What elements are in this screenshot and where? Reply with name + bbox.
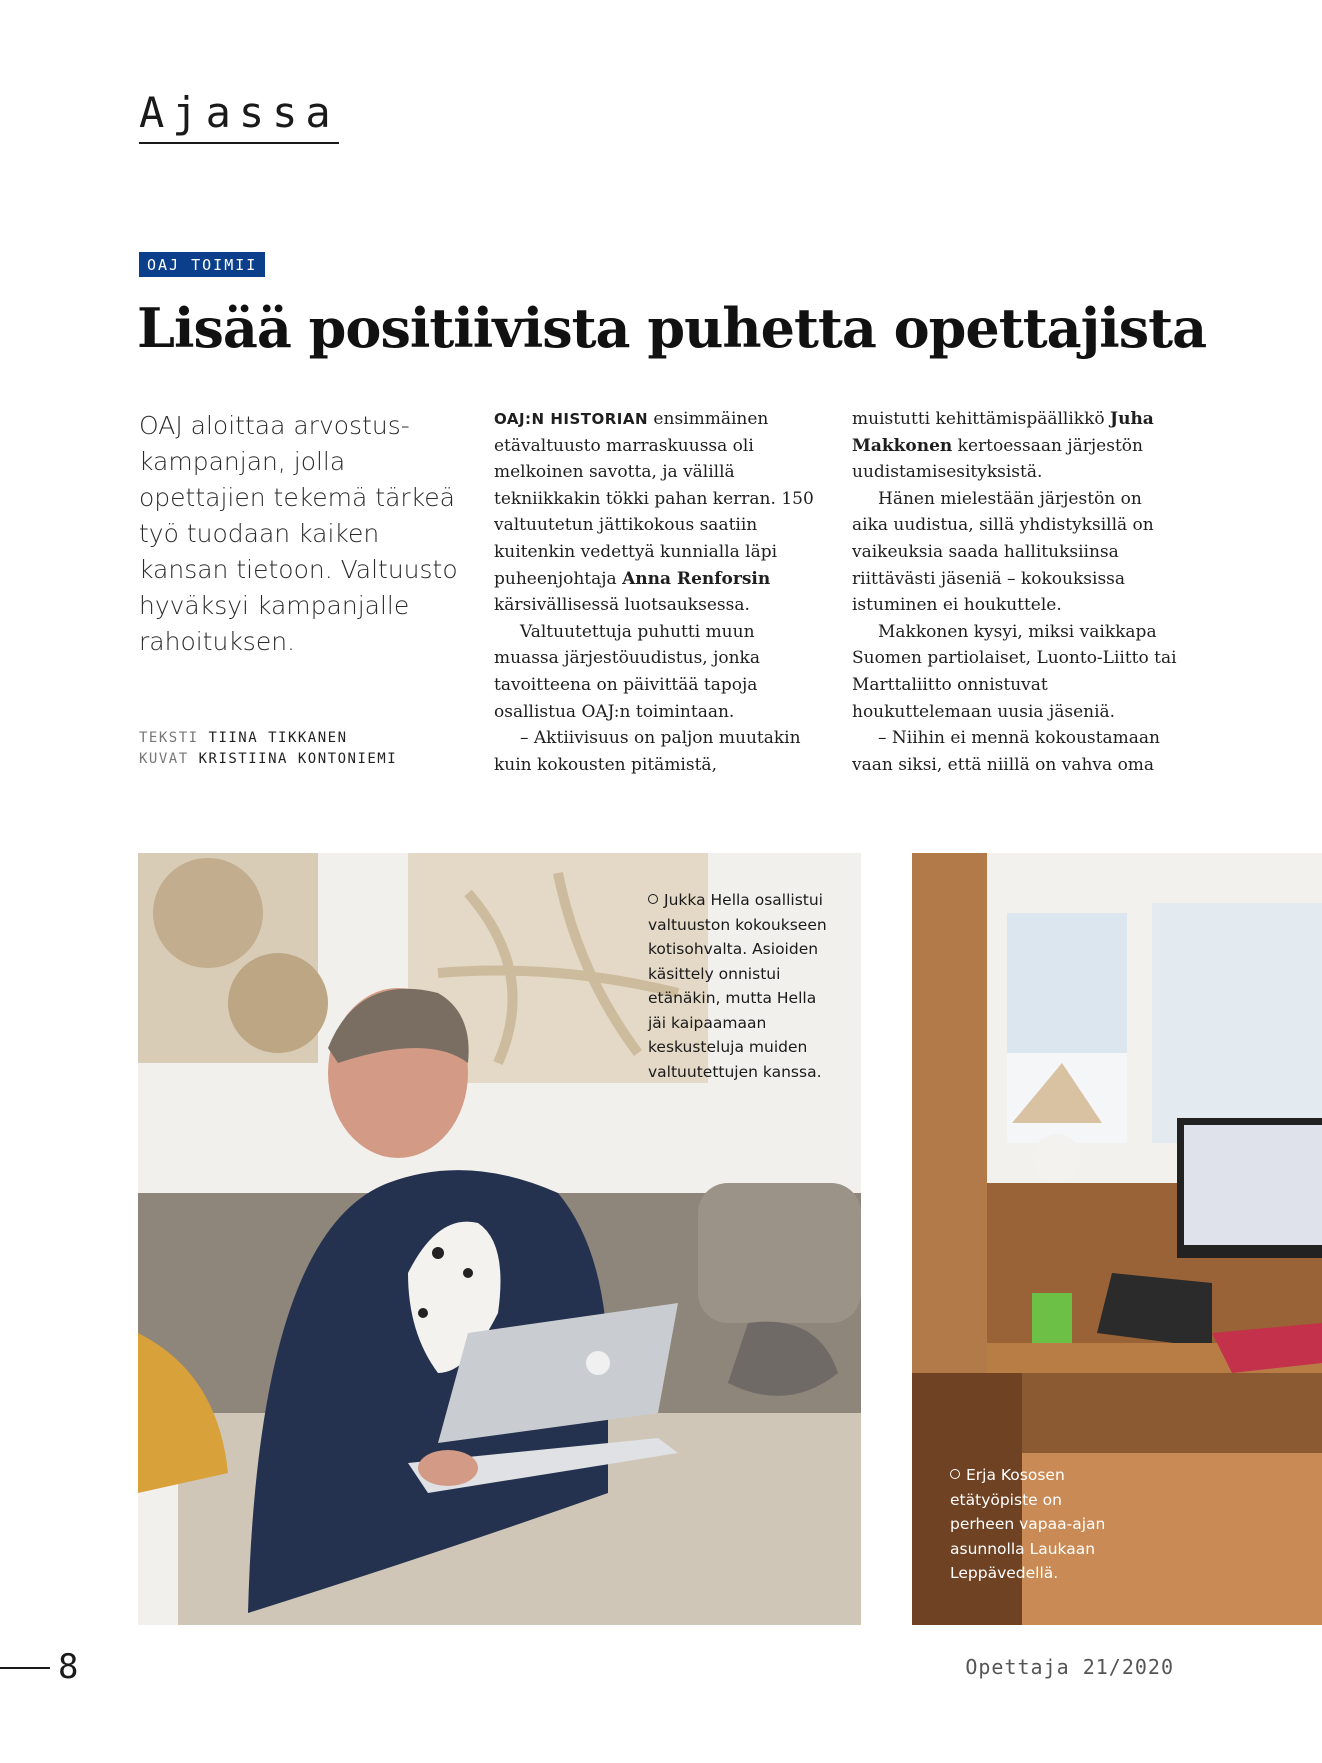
lead-in: OAJ:N HISTORIAN <box>494 410 649 428</box>
section-title: Ajassa <box>139 90 339 144</box>
photo-credit <box>139 749 397 770</box>
text-run: kärsivällisessä luotsauksessa. <box>494 595 750 616</box>
body-column-2 <box>852 406 1178 778</box>
paragraph: Makkonen kysyi, miksi vaikkapa Suomen partiolaiset, Luonto-Liitto tai Marttaliitto onnistuvat houkuttelemaan uusia jäseniä. <box>852 621 1177 722</box>
paragraph <box>494 406 820 619</box>
caption-bullet-icon <box>648 894 658 904</box>
paragraph <box>852 406 1178 486</box>
article-ingress: OAJ aloittaa arvostus-kampanjan, jolla opettajien tekemä tärkeä työ tuodaan kaiken kansan tietoon. Valtuusto hyväksyi kampanjalle rahoituksen. <box>139 411 458 656</box>
article-credits <box>139 728 397 770</box>
paragraph: Hänen mielestään järjestön on aika uudistua, sillä yhdistyksillä on vaikeuksia saada hallituksiinsa riittävästi jäseniä – kokouksissa istuminen ei houkuttele. <box>852 488 1154 616</box>
text-run: ensimmäinen etävaltuusto marraskuussa oli melkoinen savotta, ja välillä tekniikkakin tökki pahan kerran. 150 valtuutetun jättikokous saatiin kuitenkin vedettyä kunnialla läpi puheenjohtaja <box>494 409 814 589</box>
person-name: Juha Makkonen <box>852 409 1154 456</box>
caption-bullet-icon <box>950 1469 960 1479</box>
photo-credit-label: KUVAT <box>139 751 189 767</box>
page-number: 8 <box>58 1647 79 1687</box>
caption-text: Erja Kososen etätyöpiste on perheen vapaa-ajan asunnolla Laukaan Leppävedellä. <box>950 1466 1106 1582</box>
article-headline: Lisää positiivista puhetta opettajista <box>137 296 1207 360</box>
text-run: kertoessaan järjestön uudistamisesityksistä. <box>852 435 1143 483</box>
section-kicker: OAJ TOIMII <box>139 252 265 277</box>
folio-rule <box>0 1667 50 1669</box>
text-credit-name: TIINA TIKKANEN <box>208 730 348 746</box>
paragraph: – Aktiivisuus on paljon muutakin kuin kokousten pitämistä, <box>494 728 801 775</box>
person-name: Anna Renforsin <box>622 568 771 589</box>
photo-caption-2 <box>950 1463 1130 1586</box>
paragraph: – Niihin ei mennä kokoustamaan vaan siksi, että niillä on vahva oma <box>852 728 1160 775</box>
text-credit <box>139 728 397 749</box>
paragraph: Valtuutettuja puhutti muun muassa järjestöuudistus, jonka tavoitteena on päivittää tapoja osallistua OAJ:n toimintaan. <box>494 621 760 722</box>
photo-caption-1 <box>648 888 828 1084</box>
magazine-issue: Opettaja 21/2020 <box>965 1655 1174 1679</box>
photo-credit-name: KRISTIINA KONTONIEMI <box>198 751 398 767</box>
text-run: muistutti kehittämispäällikkö <box>852 409 1111 429</box>
caption-text: Jukka Hella osallistui valtuuston kokoukseen kotisohvalta. Asioiden käsittely onnistui etänäkin, mutta Hella jäi kaipaamaan keskusteluja muiden valtuutettujen kanssa. <box>648 891 827 1081</box>
text-credit-label: TEKSTI <box>139 730 199 746</box>
body-column-1 <box>494 406 820 778</box>
